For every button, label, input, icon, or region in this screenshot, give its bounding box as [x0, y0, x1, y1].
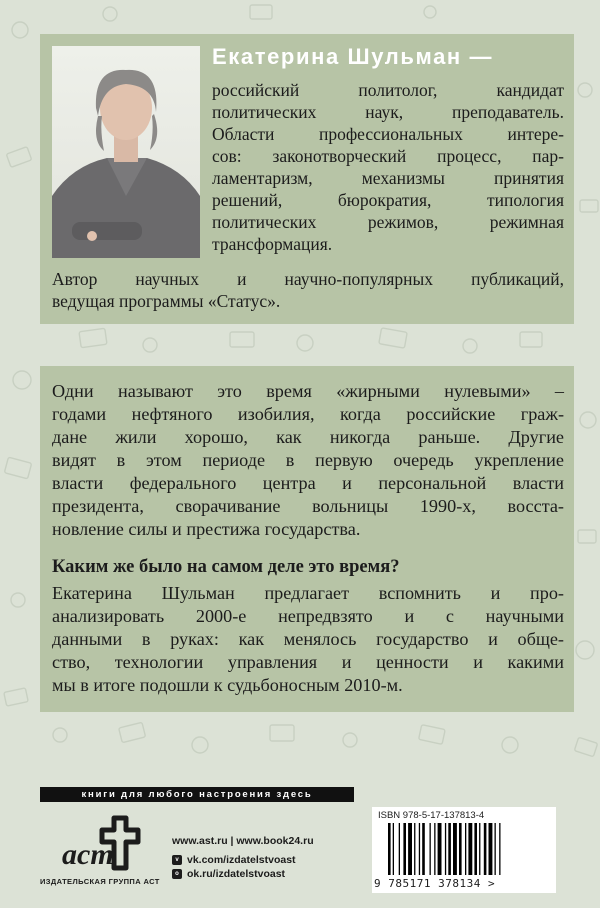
barcode-bar — [484, 823, 487, 875]
description-line: видят в этом периоде в первую очередь укрепление — [52, 450, 564, 470]
author-bio-line: трансформация. — [212, 234, 333, 254]
author-bio-line: сов: законотворческий процесс, пар- — [212, 146, 564, 166]
barcode-bar — [403, 823, 406, 875]
barcode-bar — [430, 823, 431, 875]
barcode-bar — [495, 823, 496, 875]
barcode-number: 9 785171 378134 > — [374, 877, 496, 890]
barcode-bar — [414, 823, 415, 875]
author-photo — [52, 46, 200, 258]
barcode-bar — [393, 823, 394, 875]
barcode-bar — [479, 823, 480, 875]
barcode-bar — [489, 823, 493, 875]
description-line: президента, сворачивание вольницы 1990-х, восста- — [52, 496, 564, 516]
barcode-bar — [474, 823, 477, 875]
ast-logo-text: аст — [62, 838, 114, 871]
publisher-name: ИЗДАТЕЛЬСКАЯ ГРУППА АСТ — [40, 877, 160, 886]
barcode-bar — [445, 823, 446, 875]
vk-link-text: vk.com/izdatelstvoast — [187, 854, 296, 866]
barcode-bar — [434, 823, 435, 875]
barcode — [386, 823, 542, 875]
ok-icon: o — [172, 869, 182, 879]
barcode-bar — [388, 823, 391, 875]
author-bio-line: ламентаризм, механизмы принятия — [212, 168, 564, 188]
description-line: власти федерального центра и персональной власти — [52, 473, 564, 493]
description-line: дане жили хорошо, как никогда раньше. Другие — [52, 427, 564, 447]
website-links[interactable]: www.ast.ru | www.book24.ru — [172, 835, 314, 847]
author-bio-line: Области профессиональных интере- — [212, 124, 564, 144]
vk-icon: v — [172, 855, 182, 865]
barcode-bar — [422, 823, 425, 875]
barcode-bar — [453, 823, 457, 875]
description-line: анализировать 2000-е непредвзято и с научными — [52, 606, 564, 626]
barcode-bar — [438, 823, 442, 875]
barcode-bar — [419, 823, 420, 875]
barcode-bar — [468, 823, 472, 875]
author-publications-line: ведущая программы «Статус». — [52, 291, 281, 311]
author-photo-illustration — [52, 46, 200, 258]
author-bio-line: российский политолог, кандидат — [212, 80, 564, 100]
description-line: новление силы и престижа государства. — [52, 519, 361, 539]
ok-link-text: ok.ru/izdatelstvoast — [187, 868, 286, 880]
ast-logo — [56, 812, 148, 872]
barcode-box — [372, 807, 556, 893]
description-line: ство, технологии управления и ценности и какими — [52, 652, 564, 672]
description-line: годами нефтяного изобилия, когда российские граж- — [52, 404, 564, 424]
description-line: данными в руках: как менялось государство и обще- — [52, 629, 564, 649]
ok-link[interactable] — [172, 868, 285, 880]
author-bio-line: политических наук, преподаватель. — [212, 102, 564, 122]
author-bio-line: политических режимов, режимная — [212, 212, 564, 232]
isbn: ISBN 978-5-17-137813-4 — [378, 810, 485, 821]
barcode-bar — [448, 823, 451, 875]
author-name: Екатерина Шульман — — [212, 44, 494, 69]
author-publications-line: Автор научных и научно-популярных публикаций, — [52, 269, 564, 289]
vk-link[interactable] — [172, 854, 296, 866]
author-bio-line: решений, бюрократия, типология — [212, 190, 564, 210]
barcode-bar — [465, 823, 466, 875]
barcode-bar — [399, 823, 400, 875]
description-question: Каким же было на самом деле это время? — [52, 557, 400, 577]
description-line: мы в итоге подошли к судьбоносным 2010-м. — [52, 675, 403, 695]
description-line: Екатерина Шульман предлагает вспомнить и про- — [52, 583, 564, 603]
tagline-strip: книги для любого настроения здесь — [40, 787, 354, 802]
barcode-bar — [499, 823, 500, 875]
barcode-bar — [408, 823, 412, 875]
description-line: Одни называют это время «жирными нулевыми» – — [52, 381, 564, 401]
barcode-bar — [459, 823, 462, 875]
